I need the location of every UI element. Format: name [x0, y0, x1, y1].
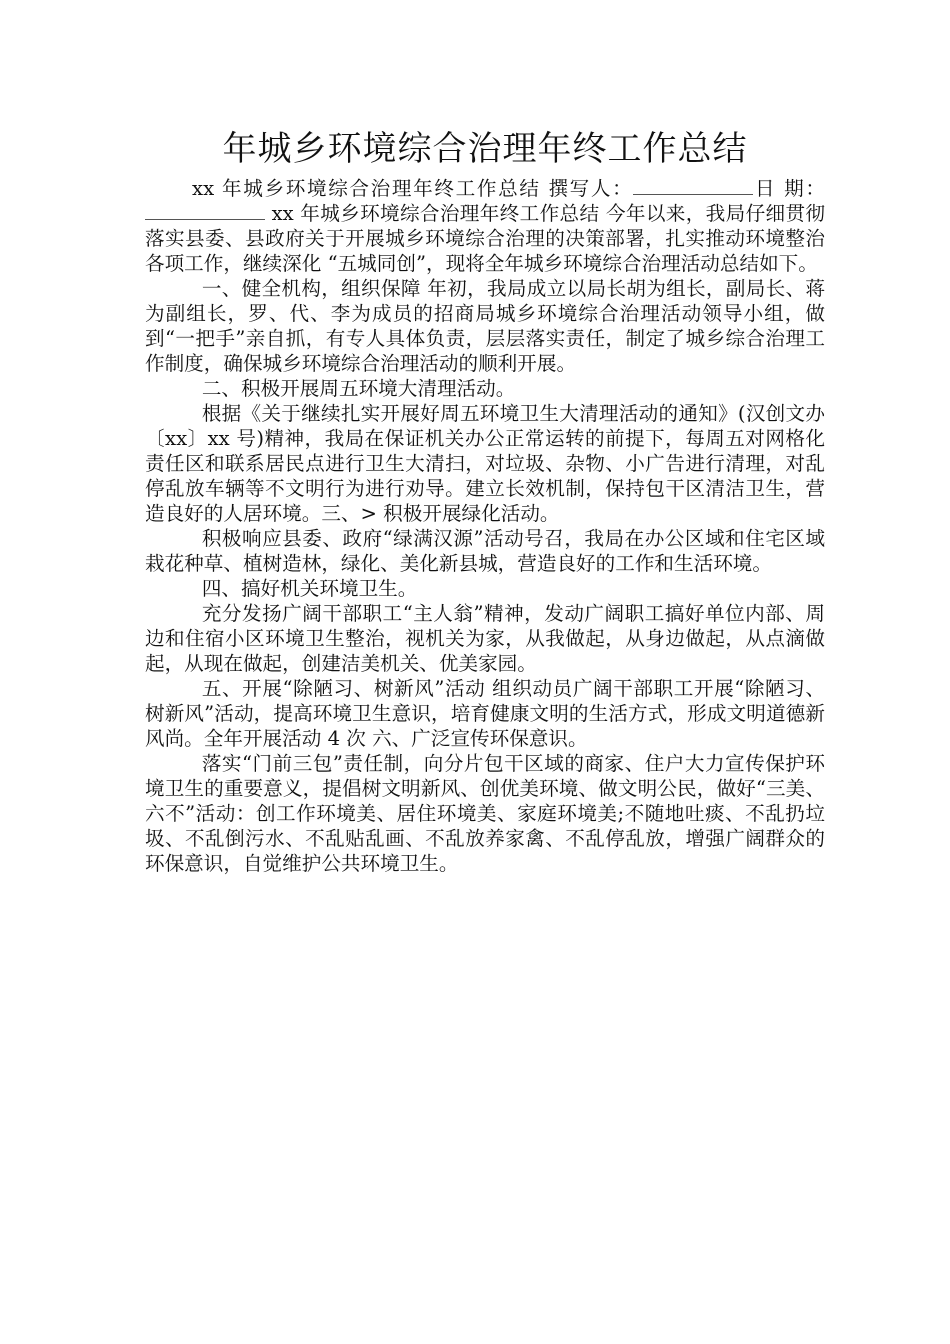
section-2-paragraph: 根据《关于继续扎实开展好周五环境卫生大清理活动的通知》(汉创文办〔xx〕xx 号)精神，我局在保证机关办公正常运转的前提下，每周五对网格化责任区和联系居民点进行卫生大清扫，对垃圾、杂物、小广告进行清理，对乱停乱放车辆等不文明行为进行劝导。建立长效机制，保持包干区清洁卫生，营造良好的人居环境。三、> 积极开展绿化活动。 [145, 402, 825, 525]
section-3-paragraph: 积极响应县委、政府“绿满汉源”活动号召，我局在办公区域和住宅区域栽花种草、植树造林，绿化、美化新县城，营造良好的工作和生活环境。 [145, 527, 825, 575]
document-title: 年城乡环境综合治理年终工作总结 [222, 129, 748, 169]
author-blank-line [633, 176, 753, 195]
section-4-paragraph: 充分发扬广阔干部职工“主人翁”精神，发动广阔职工搞好单位内部、周边和住宿小区环境卫生整治，视机关为家，从我做起，从身边做起，从点滴做起，从现在做起，创建洁美机关、优美家园。 [145, 602, 825, 675]
section-1-paragraph: 一、健全机构，组织保障 年初，我局成立以局长胡为组长，副局长、蒋为副组长，罗、代、李为成员的招商局城乡环境综合治理活动领导小组，做到“一把手”亲自抓，有专人具体负责，层层落实责任，制定了城乡综合治理工作制度，确保城乡环境综合治理活动的顺利开展。 [145, 277, 825, 375]
header-date-label: 日 期： [753, 177, 825, 200]
document-page [145, 126, 825, 876]
header-paragraph [145, 176, 825, 276]
section-5-paragraph: 五、开展“除陋习、树新风”活动 组织动员广阔干部职工开展“除陋习、树新风”活动，提高环境卫生意识，培育健康文明的生活方式，形成文明道德新风尚。全年开展活动 4 次 六、广泛宣传环保意识。 [145, 677, 825, 750]
date-blank-line [145, 201, 265, 220]
intro-text: xx 年城乡环境综合治理年终工作总结 今年以来，我局仔细贯彻落实县委、县政府关于开展城乡环境综合治理的决策部署，扎实推动环境整治各项工作，继续深化 “五城同创”，现将全年城乡环境综合治理活动总结如下。 [145, 202, 825, 275]
section-2-heading: 二、积极开展周五环境大清理活动。 [201, 377, 516, 400]
section-4-heading: 四、搞好机关环境卫生。 [201, 577, 418, 600]
header-author-label: xx 年城乡环境综合治理年终工作总结 撰写人： [192, 177, 634, 200]
section-6-paragraph: 落实“门前三包”责任制，向分片包干区域的商家、住户大力宣传保护环境卫生的重要意义，提倡树文明新风、创优美环境、做文明公民，做好“三美、六不”活动：创工作环境美、居住环境美、家庭环境美;不随地吐痰、不乱扔垃圾、不乱倒污水、不乱贴乱画、不乱放养家禽、不乱停乱放，增强广阔群众的环保意识，自觉维护公共环境卫生。 [145, 752, 825, 875]
